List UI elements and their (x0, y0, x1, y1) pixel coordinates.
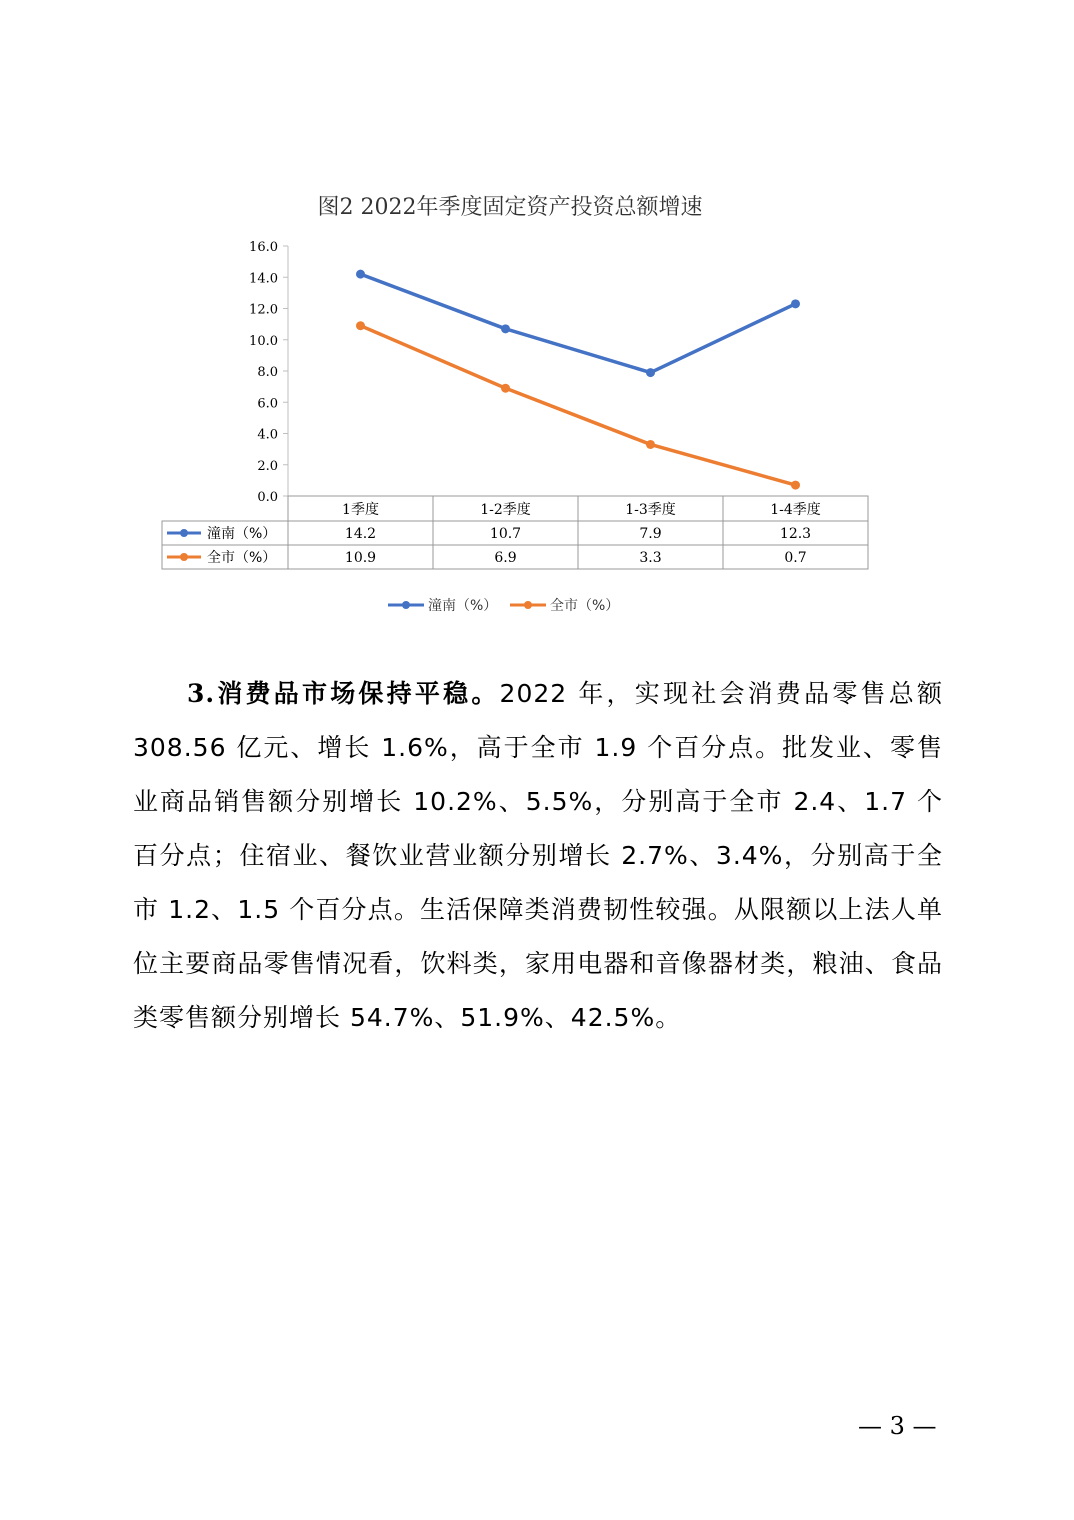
y-tick-label: 4.0 (257, 427, 278, 443)
legend-label: 全市（%） (550, 598, 620, 614)
y-tick-label: 10.0 (249, 333, 278, 349)
x-category-label: 1-3季度 (625, 502, 676, 518)
table-cell-value: 12.3 (779, 526, 812, 542)
table-series-label: 潼南（%） (207, 526, 277, 542)
body-paragraph (133, 667, 943, 1045)
table-cell-value: 7.9 (639, 526, 662, 542)
paragraph-body: 2022 年，实现社会消费品零售总额 308.56 亿元、增长 1.6%，高于全市 1.9 个百分点。批发业、零售业商品销售额分别增长 10.2%、5.5%，分别高于全市 2.4、1.7 个百分点；住宿业、餐饮业营业额分别增长 2.7%、3.4%，分别高于全市 1.2、1.5 个百分点。生活保障类消费韧性较强。从限额以上法人单位主要商品零售情况看，饮料类，家用电器和音像器材类，粮油、食品类零售额分别增长 54.7%、51.9%、42.5%。 (133, 679, 943, 1032)
page-number: — 3 — (858, 1412, 937, 1440)
chart-series (356, 270, 800, 490)
table-cell-value: 0.7 (784, 550, 807, 566)
paragraph-lead: 3.消费品市场保持平稳。 (187, 679, 500, 708)
y-tick-label: 0.0 (257, 490, 278, 505)
table-series-key-marker (180, 529, 188, 537)
y-tick-label: 12.0 (249, 302, 278, 318)
table-cell-value: 3.3 (639, 550, 662, 566)
data-point (646, 440, 655, 449)
data-point (501, 384, 510, 393)
data-point (356, 321, 365, 330)
data-point (501, 324, 510, 333)
y-tick-label: 8.0 (257, 365, 278, 380)
y-tick-label: 14.0 (249, 271, 278, 287)
legend-label: 潼南（%） (428, 598, 498, 614)
x-category-label: 1-4季度 (770, 502, 821, 518)
data-point (791, 481, 800, 490)
legend-key-marker (402, 601, 410, 609)
table-series-label: 全市（%） (207, 550, 277, 566)
chart-axes (249, 240, 288, 505)
table-series-key-marker (180, 553, 188, 561)
x-category-label: 1-2季度 (480, 502, 531, 518)
series-line (361, 274, 796, 372)
line-chart (0, 0, 1074, 640)
table-cell-value: 10.7 (489, 526, 522, 542)
table-cell-value: 10.9 (344, 550, 377, 566)
table-cell-value: 6.9 (494, 550, 517, 566)
chart-legend (388, 597, 619, 614)
data-point (791, 299, 800, 308)
chart-title: 图2 2022年季度固定资产投资总额增速 (317, 195, 703, 220)
data-point (646, 368, 655, 377)
chart-data-table (162, 496, 868, 569)
y-tick-label: 2.0 (257, 458, 278, 474)
legend-key-marker (524, 601, 532, 609)
x-category-label: 1季度 (342, 502, 379, 518)
data-point (356, 270, 365, 279)
y-tick-label: 16.0 (249, 240, 278, 255)
table-cell-value: 14.2 (344, 526, 377, 542)
y-tick-label: 6.0 (257, 396, 278, 412)
